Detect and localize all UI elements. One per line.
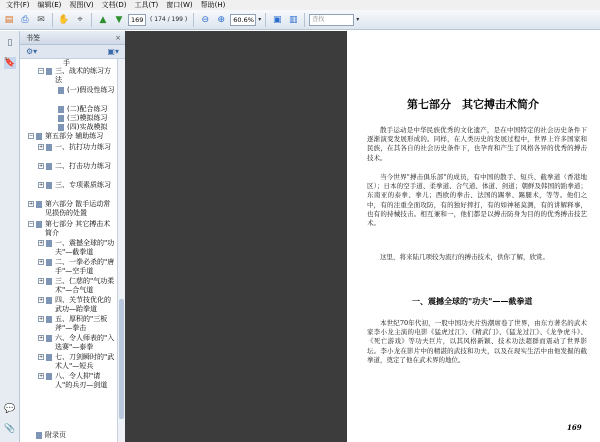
bookmark-icon bbox=[36, 221, 42, 228]
attachments-icon[interactable]: 📎 bbox=[4, 424, 16, 434]
comments-icon[interactable]: 💬 bbox=[4, 404, 16, 414]
toolbar-separator bbox=[304, 13, 305, 27]
bookmark-label: 二、一拳必杀的"唐手"—空手道 bbox=[55, 258, 115, 275]
bookmark-icon bbox=[46, 163, 52, 170]
toolbar-separator bbox=[91, 13, 92, 27]
expand-icon[interactable]: + bbox=[39, 335, 44, 341]
bookmarks-panel-header bbox=[20, 31, 125, 45]
expand-icon[interactable]: + bbox=[39, 354, 44, 360]
prev-page-icon[interactable]: ▲ bbox=[99, 14, 107, 25]
toolbar-separator bbox=[265, 13, 266, 27]
page-count-label: ( 174 / 199 ) bbox=[150, 16, 188, 23]
new-bookmark-icon[interactable]: ▣▾ bbox=[107, 47, 119, 56]
menu-item[interactable]: 文件(F) bbox=[6, 1, 30, 9]
bookmark-label: 手 bbox=[63, 59, 70, 67]
expand-icon[interactable]: + bbox=[39, 373, 44, 379]
bookmarks-toolbar bbox=[20, 45, 125, 59]
bookmark-icon bbox=[46, 240, 52, 247]
bookmark-icon bbox=[36, 201, 42, 208]
menu-item[interactable]: 视图(V) bbox=[69, 1, 94, 9]
fit-width-icon[interactable]: ▥ bbox=[289, 14, 298, 25]
zoom-out-icon[interactable]: ⊖ bbox=[201, 14, 210, 25]
section-heading: 一、震撼全球的"功夫"——截拳道 bbox=[412, 296, 533, 306]
collapse-icon[interactable]: − bbox=[39, 68, 44, 74]
search-dropdown-icon[interactable]: ▾ bbox=[356, 16, 360, 23]
hand-tool-icon[interactable]: ✋ bbox=[58, 14, 70, 25]
bookmark-label: 五、厚积的"三板斧"—拳击 bbox=[55, 315, 108, 332]
close-panel-icon[interactable]: × bbox=[115, 34, 121, 42]
pages-icon[interactable]: ▯ bbox=[7, 38, 13, 48]
paragraph: 当今世界"搏击俱乐部"的成员，有中国的散手、短兵、截拳道（香港地区）；日本的空手道、柔拳道、合气道、体道、剑道；朝鲜及韩国的跆拳道；东南亚的泰拳、拳儿；西欧的拳击、法国的踢拳、踢腿术，等等。他们之中，有的注重全面攻防，有的独好摔打，有的如神秘莫测，有的讲解释事，也有的持械技击。相互兼和一，他们都是以搏击防身为目的的优秀搏击技艺术。 bbox=[367, 173, 587, 228]
search-input[interactable]: 查找 bbox=[309, 14, 354, 26]
bookmark-icon bbox=[46, 144, 52, 151]
bookmark-icon bbox=[58, 115, 64, 122]
select-tool-icon[interactable]: ⌖ bbox=[77, 14, 83, 25]
bookmarks-icon[interactable]: 🔖 bbox=[4, 58, 16, 68]
bookmark-label: 二、打击功力练习 bbox=[55, 162, 111, 170]
paragraph: 散手运动是中华民族优秀的文化遗产，是在中国特定的社会历史条件下逐渐演变发展形成的。同样，在人类历史的发展过程中，世界上许多国家和民族，在其各自的社会历史条件下，也孕育和产生了风格各异的优秀的搏击技术。 bbox=[367, 126, 587, 162]
bookmark-icon bbox=[46, 297, 52, 304]
bookmark-icon bbox=[36, 432, 42, 439]
bookmark-label: 七、刀剑瞬时的"武术人"—短兵 bbox=[55, 353, 115, 370]
bookmark-label: 一、震撼全球的"功夫"—截拳道 bbox=[55, 239, 115, 256]
expand-icon[interactable]: + bbox=[29, 201, 34, 207]
menu-item[interactable]: 工具(T) bbox=[134, 1, 159, 9]
bookmark-icon bbox=[36, 133, 42, 140]
expand-icon[interactable]: + bbox=[39, 163, 44, 169]
expand-icon[interactable]: + bbox=[39, 259, 44, 265]
bookmark-label: 一、抗打功力练习 bbox=[55, 143, 111, 151]
bookmark-label: (三)模拟练习 bbox=[67, 114, 108, 122]
fit-page-icon[interactable]: ▣ bbox=[273, 14, 282, 25]
navigation-icon-strip bbox=[0, 31, 20, 442]
bookmark-label: 三、专项素质练习 bbox=[55, 181, 111, 189]
bookmark-label: (二)配合练习 bbox=[67, 105, 108, 113]
menu-item[interactable]: 文档(D) bbox=[101, 1, 127, 9]
options-icon[interactable]: ⚙▾ bbox=[26, 47, 38, 56]
bookmark-label: 附录页 bbox=[45, 431, 66, 439]
bookmark-icon bbox=[46, 335, 52, 342]
expand-icon[interactable]: + bbox=[39, 182, 44, 188]
paragraph: 本世纪70年代初，一股中国功夫片热潮席卷了世界，由东方著名的武术家李小龙主演的电影《猛虎过江》、《精武门》、《猛龙过江》、《龙争虎斗》、《死亡游戏》等功夫巨片，以其风格新颖、技术功法超群而震动了世界影坛。李小龙在影片中的精湛的武技和功夫，以及在现实生活中由他发掘的截拳道，奠定了他在武术界的地位。 bbox=[367, 319, 587, 364]
zoom-dropdown-icon[interactable]: ▾ bbox=[258, 16, 262, 23]
page-number-input[interactable]: 169 bbox=[128, 14, 146, 26]
bookmarks-panel-title: 书签 bbox=[26, 34, 40, 42]
next-page-icon[interactable]: ▼ bbox=[115, 14, 123, 25]
bookmark-icon bbox=[46, 182, 52, 189]
bookmark-icon bbox=[46, 316, 52, 323]
collapse-icon[interactable]: − bbox=[29, 221, 34, 227]
bookmark-icon bbox=[58, 124, 64, 131]
paragraph: 这里，将来陆几项较为流行的搏击技术，供你了解，欣赏。 bbox=[380, 253, 549, 261]
pdf-page bbox=[347, 31, 600, 442]
expand-icon[interactable]: + bbox=[39, 278, 44, 284]
bookmark-label: 第七部分 其它搏击术简介 bbox=[45, 220, 111, 237]
open-icon[interactable]: ▤ bbox=[4, 14, 14, 25]
toolbar bbox=[0, 10, 600, 30]
bookmark-icon bbox=[58, 106, 64, 113]
expand-icon[interactable]: + bbox=[39, 240, 44, 246]
bookmarks-scrollbar[interactable] bbox=[117, 59, 125, 442]
menu-item[interactable]: 编辑(E) bbox=[37, 1, 62, 9]
bookmark-label: 第六部分 散手运动常见损伤的处置 bbox=[45, 200, 111, 217]
expand-icon[interactable]: + bbox=[39, 297, 44, 303]
bookmarks-tree bbox=[20, 59, 117, 442]
bookmark-icon bbox=[58, 87, 64, 94]
bookmark-icon bbox=[46, 68, 52, 75]
bookmark-label: 三、战术的练习方法 bbox=[55, 67, 111, 84]
print-icon[interactable]: ⎙ bbox=[21, 14, 29, 25]
menu-item[interactable]: 窗口(W) bbox=[166, 1, 193, 9]
bookmark-label: 第五部分 辅助练习 bbox=[45, 132, 104, 140]
toolbar-separator bbox=[193, 13, 194, 27]
bookmark-icon bbox=[46, 373, 52, 380]
bookmark-icon bbox=[46, 354, 52, 361]
menu-item[interactable]: 帮助(H) bbox=[200, 1, 226, 9]
zoom-in-icon[interactable]: ⊕ bbox=[217, 14, 226, 25]
bookmark-icon bbox=[46, 278, 52, 285]
menu-bar bbox=[0, 0, 600, 10]
bookmark-label: 四、关节技优化的武功—跆拳道 bbox=[55, 296, 111, 313]
zoom-input[interactable]: 60.6% bbox=[230, 14, 256, 26]
email-icon[interactable]: ✉ bbox=[37, 14, 45, 25]
bookmark-label: 六、令人师表的"入选赛"—泰拳 bbox=[55, 334, 115, 351]
expand-icon[interactable]: + bbox=[39, 316, 44, 322]
collapse-icon[interactable]: − bbox=[29, 133, 34, 139]
bookmark-label: 三、仁慈的"气功柔术"—合气道 bbox=[55, 277, 115, 294]
bookmark-icon bbox=[46, 259, 52, 266]
bookmark-label: (一)假设性练习 bbox=[67, 86, 115, 94]
page-number: 169 bbox=[567, 423, 582, 432]
page-title: 第七部分 其它搏击术简介 bbox=[407, 98, 539, 111]
bookmark-label: 八、令人抑"请人"的兵刃—剑道 bbox=[55, 372, 108, 389]
scrollbar-thumb[interactable] bbox=[119, 299, 124, 419]
toolbar-separator bbox=[52, 13, 53, 27]
document-area bbox=[125, 31, 600, 442]
expand-icon[interactable]: + bbox=[39, 144, 44, 150]
bookmarks-panel bbox=[20, 31, 125, 442]
bookmark-label: (四)实战模拟 bbox=[67, 123, 108, 131]
